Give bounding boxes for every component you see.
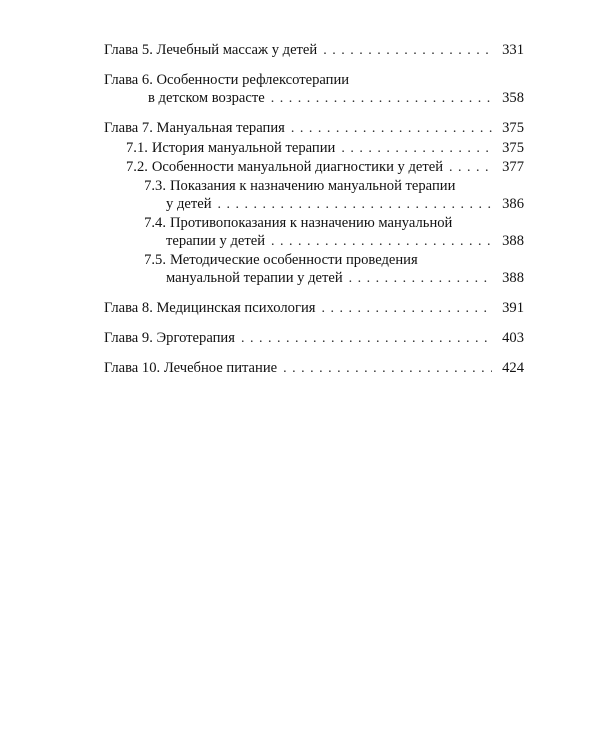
- toc-entry-section-7-1[interactable]: [104, 139, 524, 158]
- dot-leader: [241, 330, 492, 348]
- toc-section-number: 7.4.: [144, 215, 166, 231]
- dot-leader: [449, 159, 492, 177]
- toc-entry-title: Глава 9. Эрготерапия: [104, 330, 235, 346]
- toc-entry-title: Глава 10. Лечебное питание: [104, 360, 278, 376]
- dot-leader: [321, 300, 492, 318]
- toc-entry-page: 403: [502, 330, 524, 346]
- toc-entry-page: 391: [502, 300, 524, 316]
- toc-entry-section-7-3[interactable]: [104, 177, 524, 214]
- toc-section-number: 7.1.: [126, 140, 148, 156]
- toc-entry-chapter-8[interactable]: [104, 299, 524, 318]
- toc-entry-title: Глава 8. Медицинская психология: [104, 300, 316, 316]
- toc-entry-page: 375: [502, 140, 524, 156]
- toc-entry-page: 377: [502, 159, 524, 175]
- dot-leader: [271, 90, 492, 108]
- dot-leader: [271, 233, 492, 251]
- toc-entry-section-7-4[interactable]: [104, 214, 524, 251]
- toc-entry-title: Особенности мануальной диагностики у детей: [151, 159, 444, 175]
- toc-entry-title-cont: терапии у детей: [166, 233, 266, 249]
- toc-entry-chapter-10[interactable]: [104, 359, 524, 378]
- dot-leader: [323, 42, 492, 60]
- toc-entry-chapter-7[interactable]: [104, 119, 524, 138]
- toc-entry-page: 386: [502, 196, 524, 212]
- toc-entry-title-cont: в детском возрасте: [148, 90, 265, 106]
- dot-leader: [341, 140, 492, 158]
- dot-leader: [291, 120, 492, 138]
- toc-entry-page: 358: [502, 90, 524, 106]
- toc-section-number: 7.5.: [144, 252, 166, 268]
- toc-entry-page: 388: [502, 270, 524, 286]
- toc-entry-title: История мануальной терапии: [151, 140, 336, 156]
- toc-entry-chapter-9[interactable]: [104, 329, 524, 348]
- toc-section-number: 7.3.: [144, 178, 166, 194]
- toc-entry-section-7-2[interactable]: [104, 158, 524, 177]
- table-of-contents: [104, 41, 524, 378]
- dot-leader: [218, 196, 492, 214]
- toc-entry-chapter-6[interactable]: [104, 71, 524, 108]
- toc-entry-page: 375: [502, 120, 524, 136]
- toc-entry-title-cont: у детей: [166, 196, 212, 212]
- toc-entry-title: Глава 6. Особенности рефлексотерапии: [104, 72, 350, 88]
- toc-entry-title: Показания к назначению мануальной терапии: [170, 178, 456, 194]
- toc-entry-chapter-5[interactable]: [104, 41, 524, 60]
- toc-entry-section-7-5[interactable]: [104, 251, 524, 288]
- toc-entry-title: Глава 5. Лечебный массаж у детей: [104, 42, 318, 58]
- toc-entry-page: 424: [502, 360, 524, 376]
- toc-entry-page: 331: [502, 42, 524, 58]
- toc-entry-title: Глава 7. Мануальная терапия: [104, 120, 285, 136]
- toc-entry-title: Методические особенности проведения: [170, 252, 418, 268]
- toc-entry-title-cont: мануальной терапии у детей: [166, 270, 343, 286]
- toc-entry-title: Противопоказания к назначению мануальной: [170, 215, 453, 231]
- toc-entry-page: 388: [502, 233, 524, 249]
- dot-leader: [283, 360, 492, 378]
- dot-leader: [349, 270, 492, 288]
- toc-section-number: 7.2.: [126, 159, 148, 175]
